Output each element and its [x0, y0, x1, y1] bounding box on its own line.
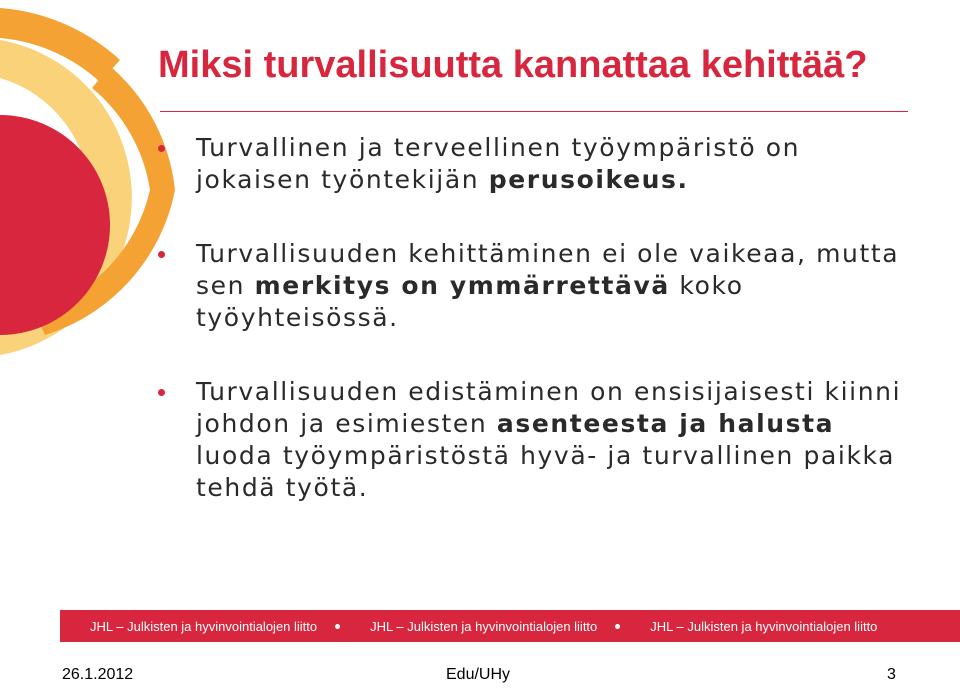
page-number: 3 [887, 666, 896, 683]
bullet-emphasis: asenteesta ja halusta [496, 409, 835, 438]
footer-band-item: JHL – Julkisten ja hyvinvointialojen liitto [90, 618, 318, 634]
bullet-text: luoda työympäristöstä hyvä- ja turvallinen paikka tehdä työtä. [196, 441, 896, 502]
bullet-emphasis: merkitys on ymmärrettävä [254, 271, 670, 300]
bullet-item [158, 132, 918, 196]
footer-separator-dot-icon [335, 624, 340, 629]
footer-separator-dot-icon [615, 624, 620, 629]
bullet-dot-icon [158, 389, 165, 396]
footer-band [60, 610, 960, 642]
bullet-list [158, 132, 918, 504]
bullet-emphasis: perusoikeus. [488, 165, 689, 194]
footer-date: 26.1.2012 [62, 666, 134, 683]
footer-band-item: JHL – Julkisten ja hyvinvointialojen liitto [650, 618, 878, 634]
bullet-item [158, 376, 918, 504]
bullet-dot-icon [158, 145, 165, 152]
footer-band-item: JHL – Julkisten ja hyvinvointialojen liitto [370, 618, 598, 634]
bullet-text: Turvallisuuden edistäminen on ensisijaisesti kiinni johdon ja esimiesten [196, 377, 902, 438]
bullet-dot-icon [158, 251, 165, 258]
bullet-text: koko työyhteisössä. [196, 271, 744, 332]
slide-title: Miksi turvallisuutta kannattaa kehittää? [158, 44, 868, 86]
title-divider [160, 111, 908, 112]
bullet-item [158, 238, 918, 334]
bullet-text: Turvallisuuden kehittäminen ei ole vaikeaa, mutta sen [196, 239, 900, 300]
bullet-text: Turvallinen ja terveellinen työympäristö on jokaisen työntekijän [196, 133, 801, 194]
footer-author: Edu/UHy [446, 666, 511, 683]
